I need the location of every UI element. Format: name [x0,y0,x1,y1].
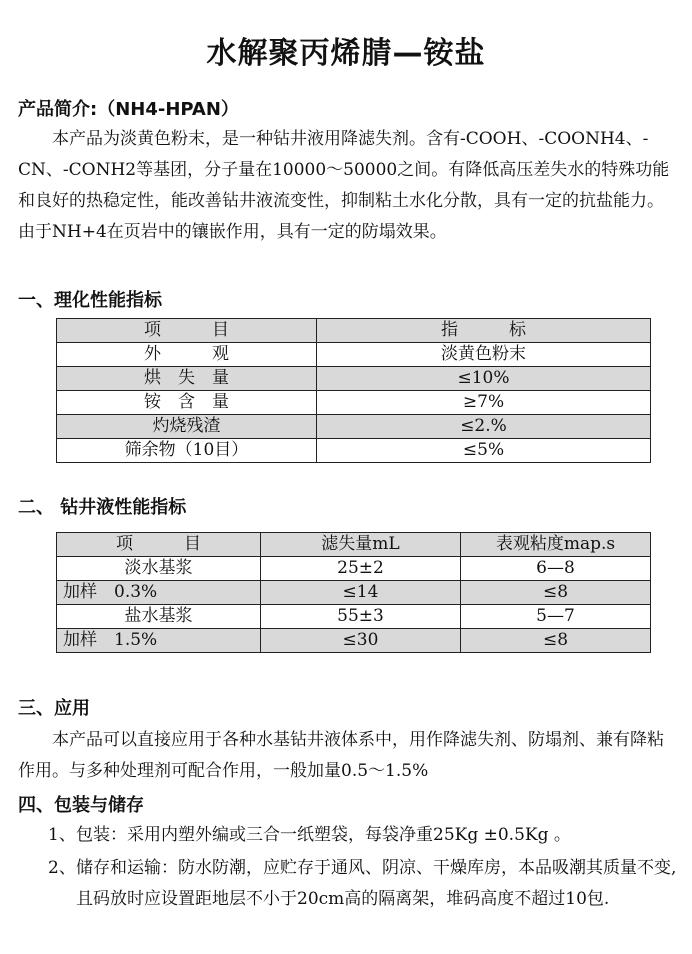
list-item-number: 2、 [48,858,76,878]
table-cell: ≤8 [461,629,651,653]
table-row [57,367,651,391]
table-header-row [57,533,651,557]
table-cell: 淡水基浆 [57,557,261,581]
drilling-fluid-table [56,532,651,653]
physical-properties-table [56,318,651,463]
table-header-cell: 指 标 [317,319,651,343]
table-row [57,605,651,629]
table-cell: ≤2.% [317,415,651,439]
table-cell: 烘 失 量 [57,367,317,391]
list-item-text: 储存和运输：防水防潮，应贮存于通风、阴凉、干燥库房，本品吸潮其质量不变,且码放时应设置距地层不小于20cm高的隔离架，堆码高度不超过10包. [76,858,677,909]
table-cell: 盐水基浆 [57,605,261,629]
section2-heading: 二、 钻井液性能指标 [18,497,187,518]
table-row [57,391,651,415]
application-paragraph: 本产品可以直接应用于各种水基钻井液体系中，用作降滤失剂、防塌剂、兼有降粘作用。与多种处理剂可配合作用，一般加量0.5～1.5% [18,730,664,781]
list-item [48,820,688,851]
list-item-number: 1、 [48,825,76,845]
table-cell: ≤30 [261,629,461,653]
table-cell: 加样 1.5% [57,629,261,653]
intro-heading: 产品简介:（NH4-HPAN） [18,99,239,120]
section4-heading: 四、包装与储存 [18,795,144,816]
table-cell: ≥7% [317,391,651,415]
table-header-cell: 项 目 [57,319,317,343]
table-row [57,581,651,605]
table-cell: 55±3 [261,605,461,629]
table-cell: 加样 0.3% [57,581,261,605]
table-header-cell: 项 目 [57,533,261,557]
table-header-cell: 表观粘度map.s [461,533,651,557]
table-cell: ≤8 [461,581,651,605]
list-item-text: 包装：采用内塑外编或三合一纸塑袋，每袋净重25Kg ±0.5Kg 。 [76,825,571,845]
table-cell: 25±2 [261,557,461,581]
section1-heading: 一、理化性能指标 [18,290,162,311]
table-cell: ≤10% [317,367,651,391]
table-cell: 淡黄色粉末 [317,343,651,367]
table-row [57,343,651,367]
table-cell: 6—8 [461,557,651,581]
table-row [57,629,651,653]
table-row [57,439,651,463]
document-title: 水解聚丙烯腈—铵盐 [206,36,486,71]
table-cell: 外 观 [57,343,317,367]
table-cell: ≤14 [261,581,461,605]
table-cell: 灼烧残渣 [57,415,317,439]
section3-heading: 三、应用 [18,698,90,719]
table-cell: 铵 含 量 [57,391,317,415]
table-cell: 筛余物（10目） [57,439,317,463]
table-header-cell: 滤失量mL [261,533,461,557]
table-row [57,415,651,439]
intro-paragraph: 本产品为淡黄色粉末，是一种钻井液用降滤失剂。含有-COOH、-COONH4、-CN、-CONH2等基团，分子量在10000～50000之间。有降低高压差失水的特殊功能和良好的热稳定性，能改善钻井液流变性，抑制粘土水化分散，具有一定的抗盐能力。由于NH+4在页岩中的镶嵌作用，具有一定的防塌效果。 [18,129,670,242]
table-cell: 5—7 [461,605,651,629]
table-row [57,557,651,581]
list-item [48,853,688,915]
table-header-row [57,319,651,343]
table-cell: ≤5% [317,439,651,463]
